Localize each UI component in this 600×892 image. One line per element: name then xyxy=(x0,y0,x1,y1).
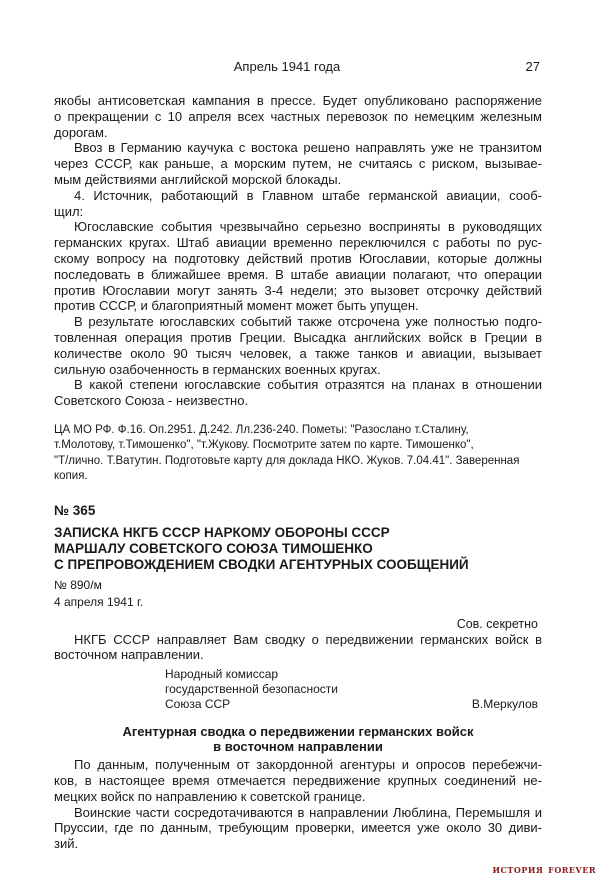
classification: Сов. секретно xyxy=(456,616,538,631)
text-line: копия. xyxy=(54,470,88,483)
text-line: против Югославии могут занять 3-4 недели; это вызовет отсрочку действий xyxy=(54,282,542,298)
text-line: МАРШАЛУ СОВЕТСКОГО СОЮЗА ТИМОШЕНКО xyxy=(54,540,373,556)
text-line: якобы антисоветская кампания в прессе. Будет опубликовано распоряжение xyxy=(54,93,542,108)
text-line: ЗАПИСКА НКГБ СССР НАРКОМУ ОБОРОНЫ СССР xyxy=(54,524,390,540)
document-title xyxy=(54,525,542,573)
text-line: дорогам. xyxy=(54,124,108,140)
cover-text xyxy=(54,632,542,664)
text-line: Воинские части сосредотачиваются в направлении Люблина, Перемышля и xyxy=(74,804,542,820)
page-number: 27 xyxy=(525,59,540,74)
text-line: германских кругах. Штаб авиации временно переключился с работы по рус- xyxy=(54,235,542,251)
text-line: скому вопросу на подготовку действий против Югославии, которые должны xyxy=(54,250,542,266)
text-line: В результате югославских событий также отсрочена уже полностью подго- xyxy=(74,314,542,330)
text-line: 4. Источник, работающий в Главном штабе германской авиации, сооб- xyxy=(74,187,542,203)
text-line: ков, в настоящее время отмечается передвижение крупных соединений не- xyxy=(54,772,542,788)
watermark-logo: история forever xyxy=(492,861,596,876)
document-number: № 365 xyxy=(54,502,96,518)
text-line: Ввоз в Германию каучука с востока решено направлять уже не транзитом xyxy=(74,140,542,156)
text-line: зий. xyxy=(54,836,79,852)
running-title: Апрель 1941 года xyxy=(233,59,341,74)
text-line: Пруссии, где по данным, требующим проверки, имеется уже около 30 диви- xyxy=(54,820,542,836)
document-date: 4 апреля 1941 г. xyxy=(54,594,144,609)
text-line: т.Молотову, т.Тимошенко", "т.Жукову. Посмотрите затем по карте. Тимошенко", xyxy=(54,439,474,452)
text-line: В какой степени югославские события отразятся на планах в отношении xyxy=(74,377,542,393)
text-line: Народный комиссар xyxy=(165,667,279,682)
text-line: мым действиями английской морской блокады. xyxy=(54,171,342,187)
text-line: о прекращении с 10 апреля всех частных перевозок по немецким железным xyxy=(54,108,542,124)
text-line: товленная операция против Греции. Высадка английских войск в Греции в xyxy=(54,329,542,345)
text-line: государственной безопасности xyxy=(165,682,338,697)
text-line: мецких войск по направлению к советской границе. xyxy=(54,788,366,804)
registration-number: № 890/м xyxy=(54,577,102,592)
continuation-text xyxy=(54,93,542,409)
signature-title xyxy=(165,667,338,712)
text-line: количестве около 90 тысяч человек, а также танков и авиации, вызывает xyxy=(54,345,542,361)
text-line: Агентурная сводка о передвижении германских войск xyxy=(122,724,474,740)
signature-block xyxy=(54,667,542,712)
archive-source-note xyxy=(54,423,542,485)
summary-heading xyxy=(54,724,542,754)
text-line: щил: xyxy=(54,203,84,219)
text-line: восточном направлении. xyxy=(54,647,204,663)
text-line: Союза ССР xyxy=(165,697,231,712)
summary-body xyxy=(54,757,542,852)
signature-name: В.Меркулов xyxy=(471,697,538,712)
text-line: в восточном направлении xyxy=(213,739,383,755)
text-line: С ПРЕПРОВОЖДЕНИЕМ СВОДКИ АГЕНТУРНЫХ СООБЩЕНИЙ xyxy=(54,556,469,572)
text-line: ЦА МО РФ. Ф.16. Оп.2951. Д.242. Лл.236-240. Пометы: "Разослано т.Сталину, xyxy=(54,423,469,436)
text-line: Югославские события чрезвычайно серьезно восприняты в руководящих xyxy=(74,219,542,235)
text-line: По данным, полученным от закордонной агентуры и опросов перебежчи- xyxy=(74,757,542,773)
text-line: сильную озабоченность в германских военных кругах. xyxy=(54,361,381,377)
document-meta xyxy=(54,577,542,611)
classification-row xyxy=(54,617,542,632)
text-line: "Т/лично. Т.Ватутин. Подготовьте карту для доклада НКО. Жуков. 7.04.41". Заверенная xyxy=(54,454,520,467)
text-line: против СССР, и благоприятный момент может быть упущен. xyxy=(54,298,419,314)
text-line: Советского Союза - неизвестно. xyxy=(54,393,249,409)
page-header xyxy=(54,58,542,76)
text-line: последовать в ближайшее время. В штабе авиации полагают, что операции xyxy=(54,266,542,282)
text-line: НКГБ СССР направляет Вам сводку о передвижении германских войск в xyxy=(74,631,542,647)
text-line: через СССР, как раньше, а морским путем, не считаясь с риском, вызывае- xyxy=(54,156,542,172)
